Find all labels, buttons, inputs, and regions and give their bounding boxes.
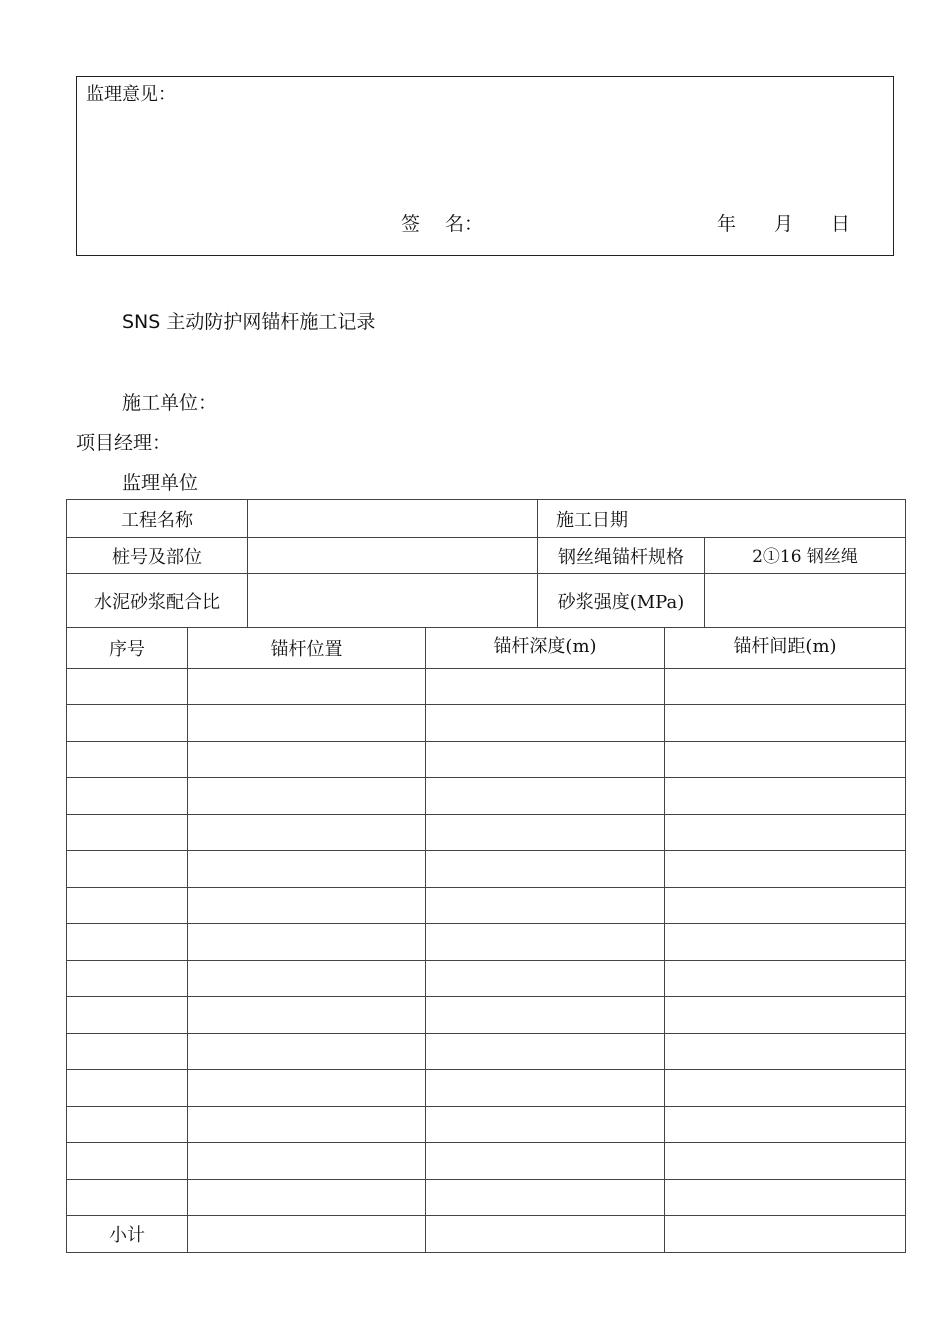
signature-label: 签 名： [401, 213, 484, 235]
table-cell [426, 705, 665, 742]
table-row [67, 1033, 906, 1070]
supervision-opinion-label: 监理意见： [86, 84, 176, 105]
table-cell [67, 924, 188, 961]
table-cell [188, 814, 426, 851]
table-cell [67, 1143, 188, 1180]
table-cell [665, 960, 906, 997]
wire-spec-value: 2①16 钢丝绳 [705, 538, 906, 574]
project-manager-label: 项目经理： [76, 432, 172, 454]
table-cell [665, 778, 906, 815]
table-cell [188, 741, 426, 778]
station-label: 桩号及部位 [67, 538, 248, 574]
table-cell [665, 1179, 906, 1216]
table-row [67, 851, 906, 888]
subtotal-row [67, 1216, 906, 1253]
table-cell [188, 1143, 426, 1180]
anchor-record-table [66, 627, 906, 1253]
mortar-strength-value [705, 574, 906, 628]
table-cell [188, 1070, 426, 1107]
table-cell [426, 1106, 665, 1143]
table-row [67, 924, 906, 961]
project-name-label: 工程名称 [67, 500, 248, 538]
table-cell [67, 668, 188, 705]
table-cell [426, 814, 665, 851]
table-cell [188, 778, 426, 815]
table-cell [188, 851, 426, 888]
date-label: 年 月 日 [717, 213, 851, 235]
table-cell [426, 778, 665, 815]
table-cell [67, 1106, 188, 1143]
supervision-unit-label: 监理单位 [122, 472, 199, 494]
table-cell [188, 1033, 426, 1070]
table-cell [665, 741, 906, 778]
table-cell [426, 741, 665, 778]
table-cell [665, 851, 906, 888]
table-cell [426, 1033, 665, 1070]
table-cell [426, 1216, 665, 1253]
table-cell [67, 960, 188, 997]
table-row [67, 997, 906, 1034]
table-cell [67, 997, 188, 1034]
table-cell [426, 960, 665, 997]
table-cell [188, 887, 426, 924]
table-cell [67, 1179, 188, 1216]
table-cell [188, 705, 426, 742]
table-row [67, 1143, 906, 1180]
header-anchor-position: 锚杆位置 [188, 628, 426, 669]
table-cell [665, 1143, 906, 1180]
wire-spec-label: 钢丝绳锚杆规格 [538, 538, 705, 574]
project-name-value [248, 500, 538, 538]
table-cell [188, 960, 426, 997]
header-serial: 序号 [67, 628, 188, 669]
table-row [67, 814, 906, 851]
table-row [67, 1179, 906, 1216]
table-cell [188, 997, 426, 1034]
table-row [67, 778, 906, 815]
table-cell [426, 1179, 665, 1216]
table-cell [426, 668, 665, 705]
table-cell [426, 851, 665, 888]
supervision-opinion-box [76, 76, 894, 256]
table-cell [665, 1216, 906, 1253]
table-cell [426, 887, 665, 924]
table-row [67, 887, 906, 924]
table-cell [188, 1216, 426, 1253]
table-cell [665, 924, 906, 961]
table-cell [67, 705, 188, 742]
table-cell [426, 924, 665, 961]
table-cell [426, 1143, 665, 1180]
table-cell [67, 851, 188, 888]
table-row [67, 668, 906, 705]
document-title: SNS 主动防护网锚杆施工记录 [122, 311, 376, 333]
construction-date-label: 施工日期 [538, 500, 906, 538]
table-cell [67, 814, 188, 851]
table-cell [67, 1070, 188, 1107]
table-cell [665, 1070, 906, 1107]
table-cell [67, 887, 188, 924]
table-cell [426, 1070, 665, 1107]
table-row [67, 1070, 906, 1107]
table-cell [665, 1106, 906, 1143]
header-anchor-depth: 锚杆深度(m) [426, 628, 665, 669]
table-row [67, 1106, 906, 1143]
table-cell [665, 668, 906, 705]
table-cell [665, 814, 906, 851]
mortar-strength-label: 砂浆强度(MPa) [538, 574, 705, 628]
construction-unit-label: 施工单位： [122, 392, 218, 414]
project-info-table [66, 499, 906, 628]
table-row [67, 960, 906, 997]
table-cell [665, 887, 906, 924]
table-cell [67, 1033, 188, 1070]
table-cell [67, 741, 188, 778]
header-anchor-spacing: 锚杆间距(m) [665, 628, 906, 669]
table-cell [188, 1106, 426, 1143]
table-cell [665, 1033, 906, 1070]
subtotal-label: 小计 [67, 1216, 188, 1253]
mortar-ratio-value [248, 574, 538, 628]
table-cell [665, 705, 906, 742]
table-cell [665, 997, 906, 1034]
table-cell [67, 778, 188, 815]
table-cell [188, 668, 426, 705]
table-cell [188, 1179, 426, 1216]
mortar-ratio-label: 水泥砂浆配合比 [67, 574, 248, 628]
table-cell [188, 924, 426, 961]
table-row [67, 741, 906, 778]
table-row [67, 705, 906, 742]
station-value [248, 538, 538, 574]
table-cell [426, 997, 665, 1034]
